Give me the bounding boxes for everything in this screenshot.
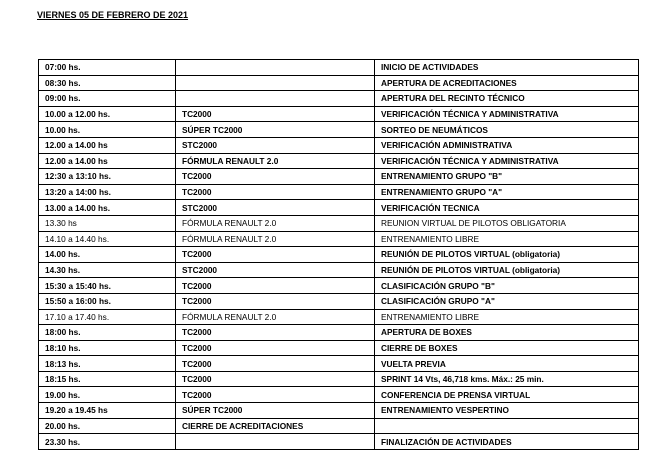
time-cell: 10.00 hs. [39,122,176,138]
category-cell: FÓRMULA RENAULT 2.0 [176,309,375,325]
activity-cell: VERIFICACIÓN TECNICA [375,200,639,216]
activity-cell: APERTURA DE BOXES [375,325,639,341]
table-row [39,340,639,356]
table-row [39,387,639,403]
category-cell: SÚPER TC2000 [176,403,375,419]
time-cell: 15:30 a 15:40 hs. [39,278,176,294]
category-cell: TC2000 [176,371,375,387]
activity-cell: CLASIFICACIÓN GRUPO "B" [375,278,639,294]
time-cell: 13.30 hs [39,215,176,231]
category-cell: TC2000 [176,340,375,356]
category-cell [176,60,375,76]
category-cell: SÚPER TC2000 [176,122,375,138]
table-row [39,309,639,325]
table-row [39,215,639,231]
activity-cell: VUELTA PREVIA [375,356,639,372]
category-cell: TC2000 [176,325,375,341]
time-cell: 15:50 a 16:00 hs. [39,293,176,309]
activity-cell: APERTURA DE ACREDITACIONES [375,75,639,91]
activity-cell: FINALIZACIÓN DE ACTIVIDADES [375,434,639,450]
time-cell: 08:30 hs. [39,75,176,91]
table-row [39,153,639,169]
time-cell: 19.00 hs. [39,387,176,403]
category-cell: TC2000 [176,184,375,200]
activity-cell: ENTRENAMIENTO GRUPO "B" [375,169,639,185]
activity-cell: APERTURA DEL RECINTO TÉCNICO [375,91,639,107]
time-cell: 07:00 hs. [39,60,176,76]
table-row [39,371,639,387]
table-row [39,137,639,153]
activity-cell: REUNIÓN DE PILOTOS VIRTUAL (obligatoria) [375,262,639,278]
time-cell: 14.00 hs. [39,247,176,263]
category-cell [176,91,375,107]
category-cell: TC2000 [176,106,375,122]
schedule-body [39,60,639,450]
category-cell: FÓRMULA RENAULT 2.0 [176,231,375,247]
category-cell: CIERRE DE ACREDITACIONES [176,418,375,434]
category-cell [176,434,375,450]
activity-cell: SORTEO DE NEUMÁTICOS [375,122,639,138]
time-cell: 17.10 a 17.40 hs. [39,309,176,325]
table-row [39,293,639,309]
activity-cell: ENTRENAMIENTO VESPERTINO [375,403,639,419]
category-cell: TC2000 [176,356,375,372]
table-row [39,122,639,138]
table-row [39,434,639,450]
table-row [39,184,639,200]
time-cell: 14.10 a 14.40 hs. [39,231,176,247]
table-row [39,262,639,278]
category-cell: TC2000 [176,387,375,403]
time-cell: 18:00 hs. [39,325,176,341]
time-cell: 23.30 hs. [39,434,176,450]
time-cell: 18:10 hs. [39,340,176,356]
activity-cell: REUNIÓN DE PILOTOS VIRTUAL (obligatoria) [375,247,639,263]
table-row [39,418,639,434]
schedule-table [38,59,639,450]
category-cell: FÓRMULA RENAULT 2.0 [176,153,375,169]
table-row [39,75,639,91]
category-cell: TC2000 [176,278,375,294]
category-cell: TC2000 [176,247,375,263]
activity-cell: CONFERENCIA DE PRENSA VIRTUAL [375,387,639,403]
category-cell: STC2000 [176,200,375,216]
time-cell: 18:13 hs. [39,356,176,372]
time-cell: 20.00 hs. [39,418,176,434]
time-cell: 19.20 a 19.45 hs [39,403,176,419]
activity-cell: VERIFICACIÓN TÉCNICA Y ADMINISTRATIVA [375,106,639,122]
table-row [39,200,639,216]
table-row [39,247,639,263]
activity-cell: INICIO DE ACTIVIDADES [375,60,639,76]
category-cell [176,75,375,91]
activity-cell: VERIFICACIÓN TÉCNICA Y ADMINISTRATIVA [375,153,639,169]
time-cell: 12:30 a 13:10 hs. [39,169,176,185]
time-cell: 09:00 hs. [39,91,176,107]
time-cell: 10.00 a 12.00 hs. [39,106,176,122]
activity-cell: REUNION VIRTUAL DE PILOTOS OBLIGATORIA [375,215,639,231]
table-row [39,356,639,372]
time-cell: 14.30 hs. [39,262,176,278]
activity-cell: SPRINT 14 Vts, 46,718 kms. Máx.: 25 min. [375,371,639,387]
table-row [39,169,639,185]
table-row [39,91,639,107]
table-row [39,106,639,122]
activity-cell: CLASIFICACIÓN GRUPO "A" [375,293,639,309]
document-title: VIERNES 05 DE FEBRERO DE 2021 [37,10,189,20]
time-cell: 13:20 a 14:00 hs. [39,184,176,200]
table-row [39,60,639,76]
category-cell: STC2000 [176,262,375,278]
activity-cell [375,418,639,434]
table-row [39,403,639,419]
category-cell: TC2000 [176,293,375,309]
category-cell: STC2000 [176,137,375,153]
category-cell: FÓRMULA RENAULT 2.0 [176,215,375,231]
activity-cell: CIERRE DE BOXES [375,340,639,356]
activity-cell: ENTRENAMIENTO LIBRE [375,231,639,247]
time-cell: 18:15 hs. [39,371,176,387]
time-cell: 12.00 a 14.00 hs [39,137,176,153]
time-cell: 12.00 a 14.00 hs [39,153,176,169]
time-cell: 13.00 a 14.00 hs. [39,200,176,216]
activity-cell: VERIFICACIÓN ADMINISTRATIVA [375,137,639,153]
table-row [39,278,639,294]
activity-cell: ENTRENAMIENTO LIBRE [375,309,639,325]
table-row [39,231,639,247]
activity-cell: ENTRENAMIENTO GRUPO "A" [375,184,639,200]
category-cell: TC2000 [176,169,375,185]
table-row [39,325,639,341]
